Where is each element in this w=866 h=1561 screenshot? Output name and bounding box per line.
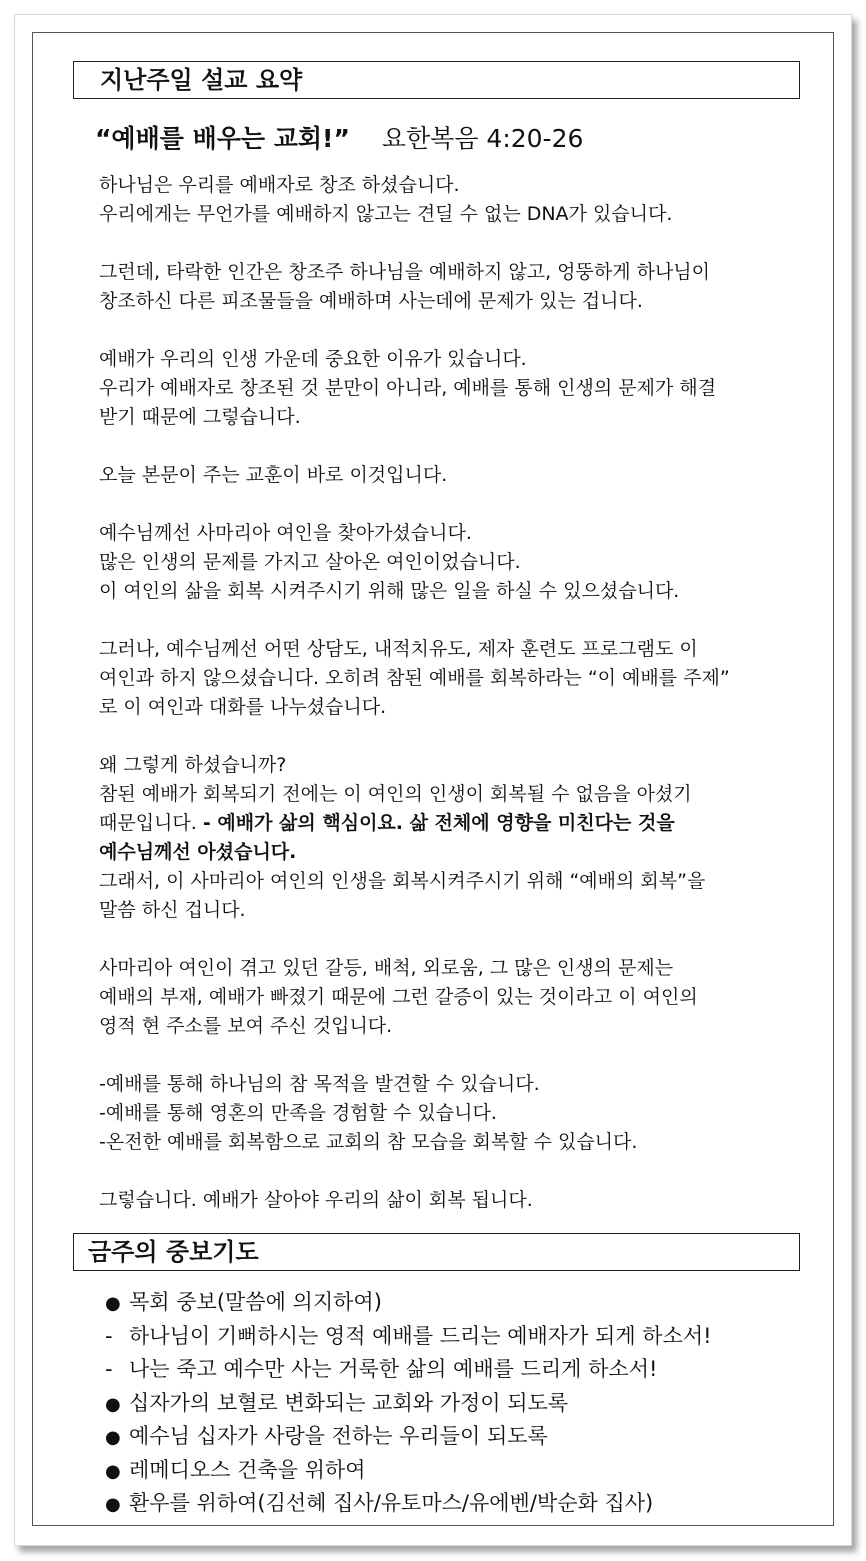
body-line: 말씀 하신 겁니다.	[99, 899, 246, 921]
body-line: 왜 그렇게 하셨습니까?	[99, 754, 287, 776]
sermon-title: “예배를 배우는 교회!”	[95, 124, 350, 153]
sermon-body	[99, 171, 819, 1215]
body-line: -예배를 통해 영혼의 만족을 경험할 수 있습니다.	[99, 1102, 497, 1124]
prayer-item-text: 레메디오스 건축을 위하여	[129, 1457, 366, 1482]
body-line: 이 여인의 삶을 회복 시켜주시기 위해 많은 일을 하실 수 있으셨습니다.	[99, 580, 680, 602]
sermon-title-line	[95, 119, 583, 155]
prayer-item	[105, 1320, 825, 1354]
prayer-list	[105, 1286, 825, 1521]
body-line: 하나님은 우리를 예배자로 창조 하셨습니다.	[99, 174, 460, 196]
sermon-summary-title: 지난주일 설교 요약	[100, 66, 303, 94]
body-line: 여인과 하지 않으셨습니다. 오히려 참된 예배를 회복하라는 “이 예배를 주제”	[99, 667, 730, 689]
prayer-item-text: 하나님이 기뻐하시는 영적 예배를 드리는 예배자가 되게 하소서!	[129, 1323, 712, 1348]
prayer-item	[105, 1353, 825, 1387]
scripture-reference: 요한복음 4:20-26	[381, 124, 584, 153]
prayer-item	[105, 1454, 825, 1488]
body-line: 로 이 여인과 대화를 나누셨습니다.	[99, 696, 387, 718]
prayer-item-text: 목회 중보(말씀에 의지하여)	[129, 1290, 382, 1314]
prayer-item	[105, 1487, 825, 1521]
body-line: 그런데, 타락한 인간은 창조주 하나님을 예배하지 않고, 엉뚱하게 하나님이	[99, 261, 711, 283]
body-line: 우리에게는 무언가를 예배하지 않고는 견딜 수 없는 DNA가 있습니다.	[99, 203, 673, 225]
prayer-item-text: 예수님 십자가 사랑을 전하는 우리들이 되도록	[129, 1424, 548, 1448]
body-text-emphasis: - 예배가 삶의 핵심이요. 삶 전체에 영향을 미친다는 것을	[202, 812, 675, 834]
dash-marker: -	[105, 1323, 113, 1348]
dash-marker: -	[105, 1357, 113, 1381]
prayer-header	[73, 1233, 800, 1271]
bulletin-page	[14, 14, 852, 1546]
prayer-item-text: 십자가의 보혈로 변화되는 교회와 가정이 되도록	[129, 1390, 569, 1415]
body-line: 오늘 본문이 주는 교훈이 바로 이것입니다.	[99, 464, 448, 486]
body-line: 그래서, 이 사마리아 여인의 인생을 회복시켜주시기 위해 “예배의 회복”을	[99, 870, 706, 892]
bullet-icon: ●	[105, 1427, 121, 1448]
prayer-item	[105, 1387, 825, 1421]
prayer-item	[105, 1286, 825, 1320]
prayer-item-text: 나는 죽고 예수만 사는 거룩한 삶의 예배를 드리게 하소서!	[129, 1357, 658, 1381]
prayer-title: 금주의 중보기도	[88, 1238, 259, 1266]
body-line: 예배의 부재, 예배가 빠졌기 때문에 그런 갈증이 있는 것이라고 이 여인의	[99, 986, 698, 1008]
body-line-emphasis: 예수님께선 아셨습니다.	[99, 841, 297, 863]
body-line: 참된 예배가 회복되기 전에는 이 여인의 인생이 회복될 수 없음을 아셨기	[99, 783, 692, 805]
body-line: -예배를 통해 하나님의 참 목적을 발견할 수 있습니다.	[99, 1073, 540, 1095]
body-line	[99, 809, 819, 838]
bullet-icon: ●	[105, 1460, 121, 1482]
page-frame	[32, 32, 834, 1526]
body-line: 그러나, 예수님께선 어떤 상담도, 내적치유도, 제자 훈련도 프로그램도 이	[99, 638, 698, 660]
body-line: 받기 때문에 그렇습니다.	[99, 406, 301, 428]
body-line: 영적 현 주소를 보여 주신 것입니다.	[99, 1015, 393, 1037]
body-line: 예배가 우리의 인생 가운데 중요한 이유가 있습니다.	[99, 348, 527, 370]
bullet-icon: ●	[105, 1494, 121, 1515]
bullet-icon: ●	[105, 1393, 121, 1415]
body-line: 많은 인생의 문제를 가지고 살아온 여인이었습니다.	[99, 551, 521, 573]
bullet-icon: ●	[105, 1293, 121, 1314]
body-line: 우리가 예배자로 창조된 것 분만이 아니라, 예배를 통해 인생의 문제가 해결	[99, 377, 717, 399]
body-line: 예수님께선 사마리아 여인을 찾아가셨습니다.	[99, 522, 472, 544]
body-text-plain: 때문입니다.	[99, 812, 203, 834]
body-line: -온전한 예배를 회복함으로 교회의 참 모습을 회복할 수 있습니다.	[99, 1131, 638, 1153]
sermon-summary-header	[73, 61, 800, 99]
body-line: 창조하신 다른 피조물들을 예배하며 사는데에 문제가 있는 겁니다.	[99, 290, 643, 312]
prayer-item-text: 환우를 위하여(김선혜 집사/유토마스/유에벤/박순화 집사)	[129, 1491, 654, 1515]
body-line: 사마리아 여인이 겪고 있던 갈등, 배척, 외로움, 그 많은 인생의 문제는	[99, 957, 674, 979]
body-line: 그렇습니다. 예배가 살아야 우리의 삶이 회복 됩니다.	[99, 1189, 533, 1211]
prayer-item	[105, 1420, 825, 1454]
